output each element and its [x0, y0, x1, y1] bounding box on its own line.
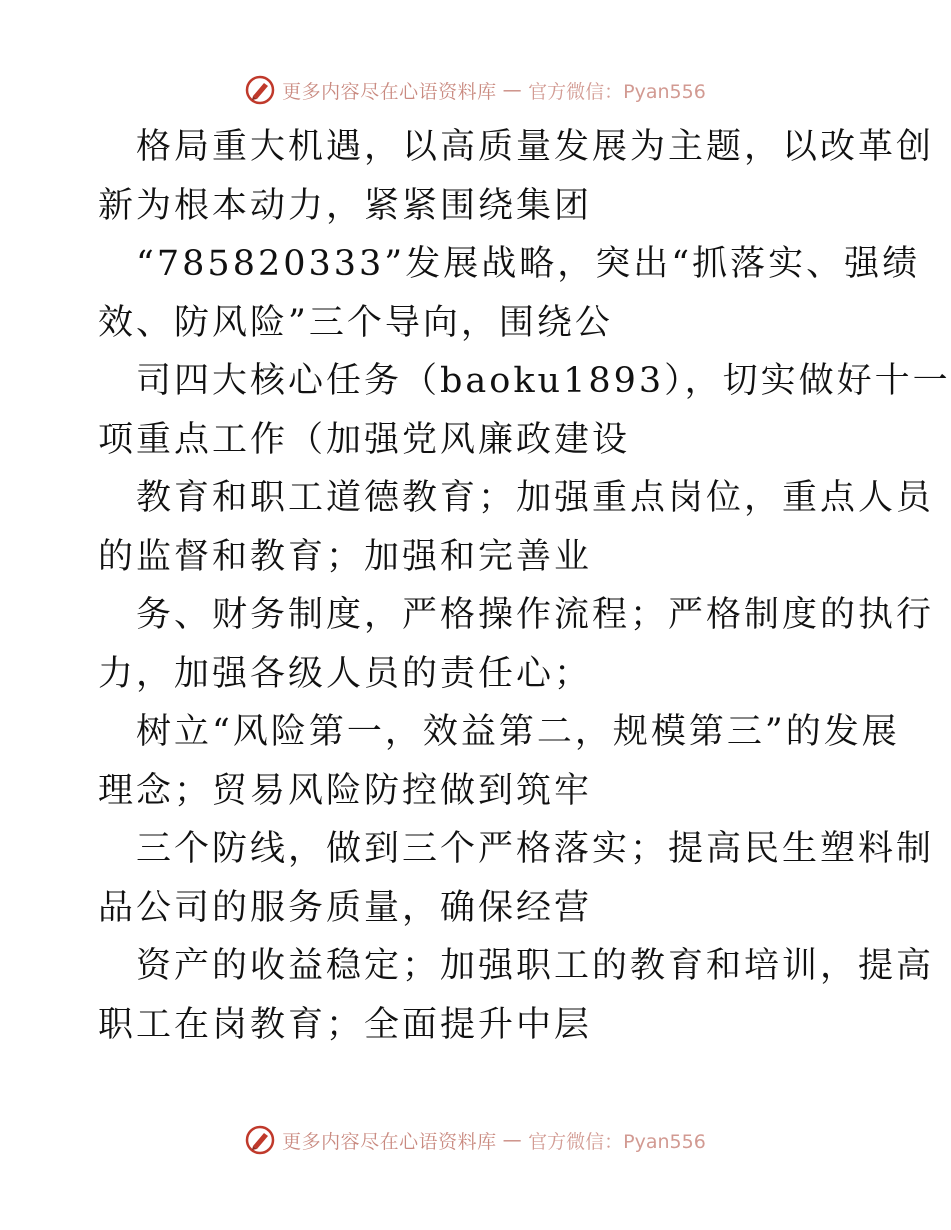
document-body — [98, 118, 951, 1054]
text-line: “785820333”发展战略，突出“抓落实、强绩 — [136, 244, 921, 284]
text-line: 格局重大机遇，以高质量发展为主题，以改革创 — [136, 127, 935, 167]
watermark-dash: — — [502, 1129, 523, 1151]
watermark-wechat: 官方微信：Pyan556 — [528, 1130, 706, 1153]
pen-logo-icon — [244, 1124, 276, 1156]
text-line: 职工在岗教育；全面提升中层 — [98, 1004, 593, 1045]
text-line: 司四大核心任务（baoku1893），切实做好十一 — [136, 361, 951, 401]
watermark-wechat: 官方微信：Pyan556 — [528, 80, 706, 103]
text-line: 树立“风险第一，效益第二，规模第三”的发展 — [136, 712, 900, 752]
text-line: 理念；贸易风险防控做到筑牢 — [98, 770, 593, 811]
text-line: 新为根本动力，紧紧围绕集团 — [98, 185, 593, 226]
text-line: 三个防线，做到三个严格落实；提高民生塑料制 — [136, 829, 935, 869]
watermark-dash: — — [502, 79, 523, 101]
text-line: 的监督和教育；加强和完善业 — [98, 536, 593, 577]
watermark-brand: 更多内容尽在心语资料库 — [282, 80, 497, 103]
text-line: 效、防风险”三个导向，围绕公 — [98, 302, 613, 343]
text-line: 品公司的服务质量，确保经营 — [98, 887, 593, 928]
text-line: 项重点工作（加强党风廉政建设 — [98, 419, 631, 460]
text-line: 务、财务制度，严格操作流程；严格制度的执行 — [136, 595, 935, 635]
text-line: 力，加强各级人员的责任心； — [98, 653, 593, 694]
header-watermark — [0, 72, 950, 108]
footer-watermark — [0, 1122, 950, 1158]
pen-logo-icon — [244, 74, 276, 106]
watermark-brand: 更多内容尽在心语资料库 — [282, 1130, 497, 1153]
text-line: 资产的收益稳定；加强职工的教育和培训，提高 — [136, 946, 935, 986]
text-line: 教育和职工道德教育；加强重点岗位，重点人员 — [136, 478, 935, 518]
